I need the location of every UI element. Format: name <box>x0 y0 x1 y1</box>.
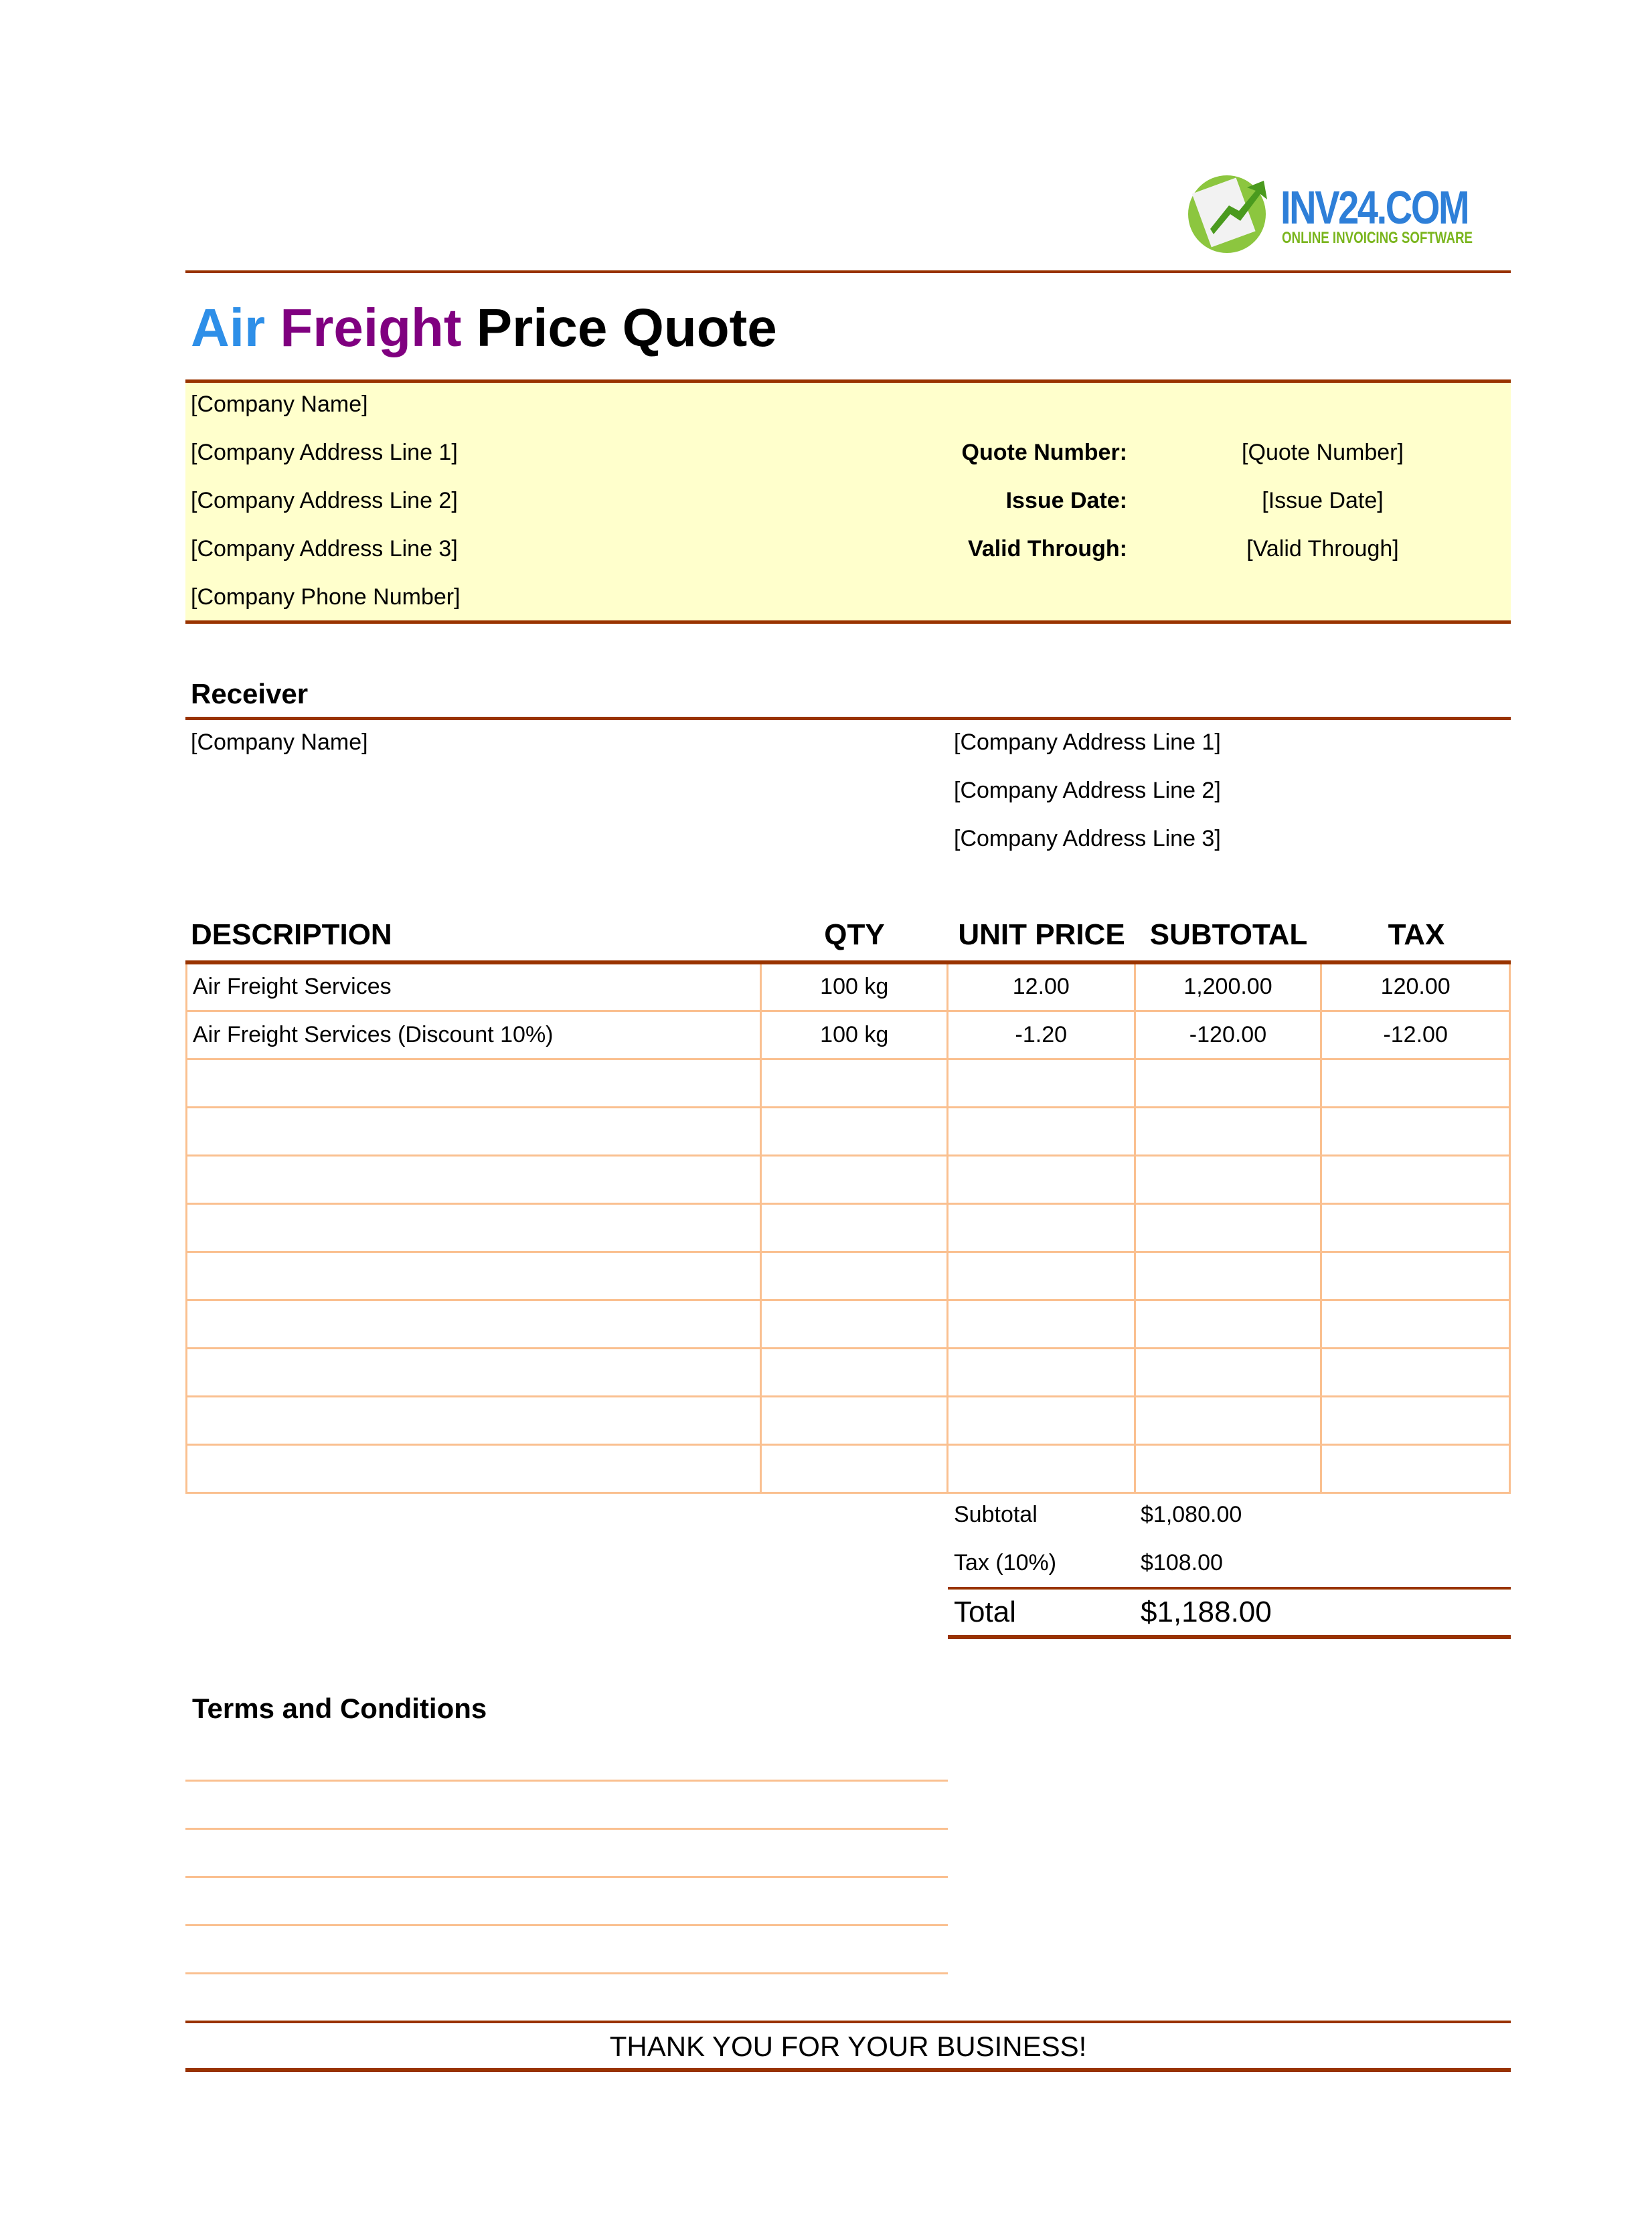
page-title <box>191 294 777 361</box>
total-label: Total <box>954 1596 1016 1628</box>
table-row <box>187 1203 1510 1252</box>
cell-unit-price <box>948 1203 1135 1252</box>
cell-description <box>187 1348 761 1396</box>
table-row <box>187 1300 1510 1348</box>
cell-description <box>187 1396 761 1444</box>
cell-subtotal: 1,200.00 <box>1135 962 1321 1011</box>
cell-description <box>187 1203 761 1252</box>
cell-description: Air Freight Services <box>187 962 761 1011</box>
subtotal-label: Subtotal <box>954 1502 1038 1527</box>
cell-description <box>187 1444 761 1492</box>
cell-subtotal <box>1135 1396 1321 1444</box>
cell-unit-price <box>948 1444 1135 1492</box>
items-table <box>185 960 1511 1494</box>
cell-tax <box>1321 1396 1510 1444</box>
cell-description <box>187 1107 761 1155</box>
cell-qty <box>761 1059 948 1107</box>
sender-address-3: [Company Address Line 3] <box>191 536 458 562</box>
cell-qty <box>761 1300 948 1348</box>
terms-line <box>185 1780 948 1782</box>
cell-qty <box>761 1203 948 1252</box>
logo <box>1183 167 1473 254</box>
cell-unit-price <box>948 1348 1135 1396</box>
table-row <box>187 1444 1510 1492</box>
cell-unit-price <box>948 1059 1135 1107</box>
quote-number: [Quote Number] <box>1242 440 1404 465</box>
total-value: $1,188.00 <box>1141 1596 1272 1628</box>
cell-unit-price <box>948 1107 1135 1155</box>
cell-qty: 100 kg <box>761 1011 948 1059</box>
tax-label: Tax (10%) <box>954 1550 1057 1575</box>
sender-address-2: [Company Address Line 2] <box>191 488 458 513</box>
cell-subtotal <box>1135 1203 1321 1252</box>
cell-tax <box>1321 1300 1510 1348</box>
cell-subtotal: -120.00 <box>1135 1011 1321 1059</box>
sender-phone: [Company Phone Number] <box>191 584 461 610</box>
sender-address-1: [Company Address Line 1] <box>191 440 458 465</box>
terms-line <box>185 1972 948 1974</box>
cell-subtotal <box>1135 1300 1321 1348</box>
footer-bottom-rule <box>185 2068 1511 2072</box>
cell-tax <box>1321 1252 1510 1300</box>
cell-tax: 120.00 <box>1321 962 1510 1011</box>
cell-description <box>187 1252 761 1300</box>
cell-subtotal <box>1135 1155 1321 1203</box>
cell-unit-price: -1.20 <box>948 1011 1135 1059</box>
header-description: DESCRIPTION <box>191 918 392 951</box>
tax-value: $108.00 <box>1141 1550 1223 1575</box>
logo-tagline: ONLINE INVOICING SOFTWARE <box>1282 229 1473 247</box>
top-rule <box>185 270 1511 273</box>
cell-qty: 100 kg <box>761 962 948 1011</box>
cell-subtotal <box>1135 1252 1321 1300</box>
sender-company: [Company Name] <box>191 392 368 417</box>
receiver-address-3: [Company Address Line 3] <box>954 826 1221 851</box>
issue-date-label: Issue Date: <box>1005 488 1127 513</box>
receiver-rule <box>185 717 1511 720</box>
terms-line <box>185 1876 948 1878</box>
cell-subtotal <box>1135 1107 1321 1155</box>
cell-unit-price <box>948 1252 1135 1300</box>
receiver-address-1: [Company Address Line 1] <box>954 730 1221 755</box>
cell-description <box>187 1155 761 1203</box>
cell-qty <box>761 1348 948 1396</box>
cell-qty <box>761 1444 948 1492</box>
cell-tax <box>1321 1444 1510 1492</box>
cell-unit-price <box>948 1396 1135 1444</box>
terms-line <box>185 1828 948 1830</box>
valid-through: [Valid Through] <box>1246 536 1399 562</box>
thank-you-text: THANK YOU FOR YOUR BUSINESS! <box>609 2031 1087 2062</box>
terms-heading: Terms and Conditions <box>192 1693 487 1724</box>
terms-line <box>185 1924 948 1926</box>
logo-name: INV24.COM <box>1281 181 1469 234</box>
receiver-company: [Company Name] <box>191 730 368 755</box>
cell-tax <box>1321 1059 1510 1107</box>
cell-subtotal <box>1135 1444 1321 1492</box>
cell-tax <box>1321 1107 1510 1155</box>
header-qty: QTY <box>824 918 885 951</box>
title-part-air: Air <box>191 298 266 357</box>
header-tax: TAX <box>1388 918 1445 951</box>
header-unit-price: UNIT PRICE <box>958 918 1125 951</box>
table-row <box>187 1155 1510 1203</box>
table-row <box>187 1396 1510 1444</box>
cell-subtotal <box>1135 1059 1321 1107</box>
cell-qty <box>761 1396 948 1444</box>
cell-description: Air Freight Services (Discount 10%) <box>187 1011 761 1059</box>
valid-through-label: Valid Through: <box>968 536 1127 562</box>
receiver-address-2: [Company Address Line 2] <box>954 778 1221 803</box>
table-row <box>187 1059 1510 1107</box>
cell-unit-price: 12.00 <box>948 962 1135 1011</box>
subtotal-value: $1,080.00 <box>1141 1502 1242 1527</box>
cell-tax <box>1321 1155 1510 1203</box>
header-subtotal: SUBTOTAL <box>1149 918 1308 951</box>
cell-qty <box>761 1155 948 1203</box>
cell-description <box>187 1059 761 1107</box>
table-row <box>187 1107 1510 1155</box>
receiver-heading: Receiver <box>191 678 309 709</box>
table-row <box>187 1348 1510 1396</box>
cell-tax: -12.00 <box>1321 1011 1510 1059</box>
title-part-freight: Freight <box>280 298 462 357</box>
logo-icon <box>1183 167 1284 254</box>
issue-date: [Issue Date] <box>1262 488 1384 513</box>
cell-qty <box>761 1252 948 1300</box>
cell-tax <box>1321 1203 1510 1252</box>
cell-tax <box>1321 1348 1510 1396</box>
cell-unit-price <box>948 1300 1135 1348</box>
cell-qty <box>761 1107 948 1155</box>
table-row <box>187 1252 1510 1300</box>
cell-unit-price <box>948 1155 1135 1203</box>
table-row <box>187 962 1510 1011</box>
quote-number-label: Quote Number: <box>961 440 1127 465</box>
cell-subtotal <box>1135 1348 1321 1396</box>
cell-description <box>187 1300 761 1348</box>
title-part-quote: Price Quote <box>476 298 777 357</box>
total-bottom-rule <box>948 1635 1511 1639</box>
table-row <box>187 1011 1510 1059</box>
